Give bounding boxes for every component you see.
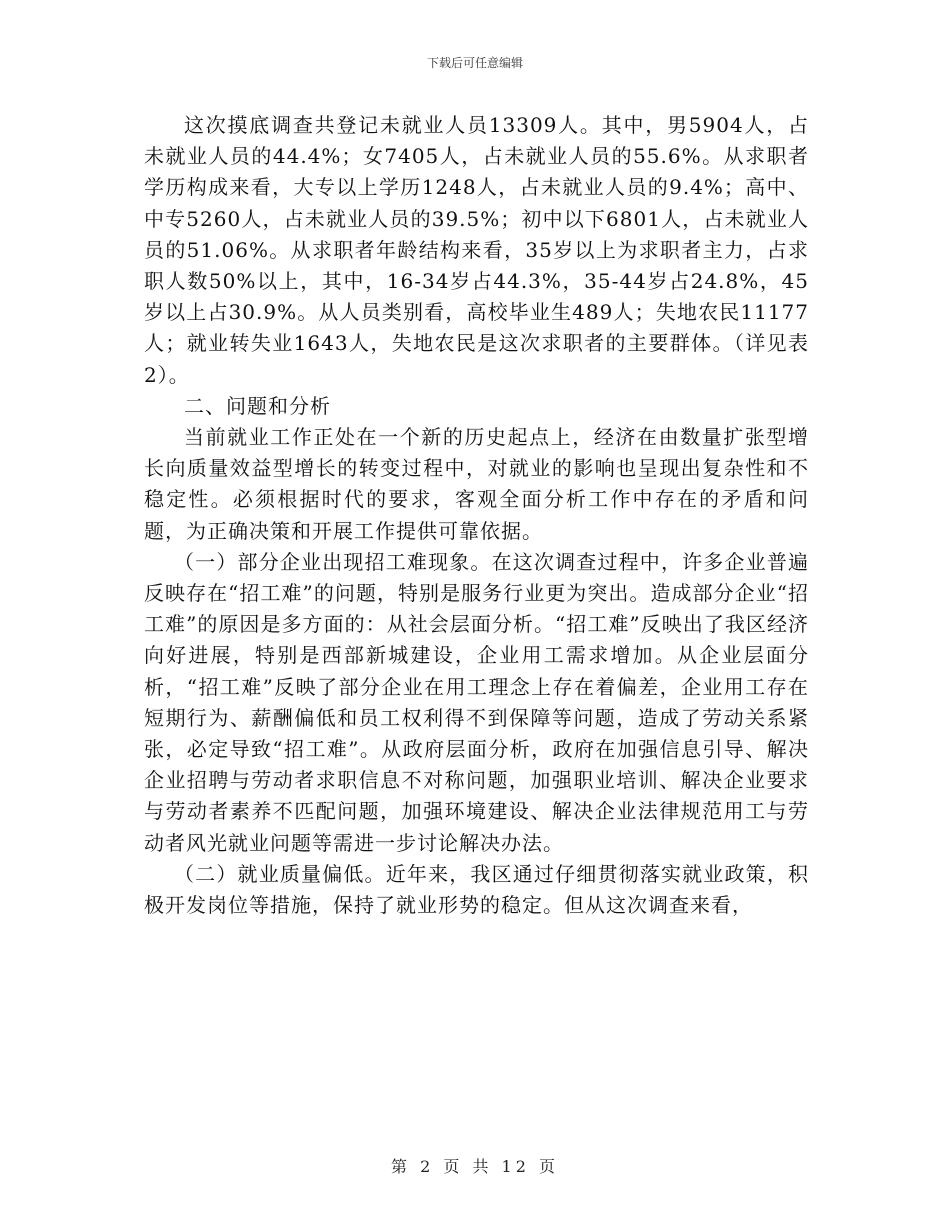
document-body [144, 110, 809, 921]
page-number-footer: 第 2 页 共 12 页 [391, 1157, 559, 1176]
page-header-note: 下载后可任意编辑 [426, 56, 523, 70]
section-heading-problems-analysis: 二、问题和分析 [184, 393, 331, 418]
paragraph-employment-quality: （二）就业质量偏低。近年来，我区通过仔细贯彻落实就业政策，积极开发岗位等措施，保持了就业形势的稳定。但从这次调查来看， [144, 861, 809, 918]
paragraph-current-employment: 当前就业工作正处在一个新的历史起点上，经济在由数量扩张型增长向质量效益型增长的转变过程中，对就业的影响也呈现出复杂性和不稳定性。必须根据时代的要求，客观全面分析工作中存在的矛盾和问题，为正确决策和开展工作提供可靠依据。 [144, 425, 809, 543]
paragraph-recruitment-difficulty: （一）部分企业出现招工难现象。在这次调查过程中，许多企业普遍反映存在“招工难”的问题，特别是服务行业更为突出。造成部分企业“招工难”的原因是多方面的：从社会层面分析。“招工难”反映出了我区经济向好进展，特别是西部新城建设，企业用工需求增加。从企业层面分析，“招工难”反映了部分企业在用工理念上存在着偏差，企业用工存在短期行为、薪酬偏低和员工权利得不到保障等问题，造成了劳动关系紧张，必定导致“招工难”。从政府层面分析，政府在加强信息引导、解决企业招聘与劳动者求职信息不对称问题，加强职业培训、解决企业要求与劳动者素养不匹配问题，加强环境建设、解决企业法律规范用工与劳动者风光就业问题等需进一步讨论解决办法。 [144, 549, 809, 855]
paragraph-survey-summary: 这次摸底调查共登记未就业人员13309人。其中，男5904人，占未就业人员的44.4%；女7405人，占未就业人员的55.6%。从求职者学历构成来看，大专以上学历1248人，占未就业人员的9.4%；高中、中专5260人，占未就业人员的39.5%；初中以下6801人，占未就业人员的51.06%。从求职者年龄结构来看，35岁以上为求职者主力，占求职人数50%以上，其中，16-34岁占44.3%，35-44岁占24.8%，45岁以上占30.9%。从人员类别看，高校毕业生489人；失地农民11177人；就业转失业1643人，失地农民是这次求职者的主要群体。（详见表2）。 [144, 113, 809, 387]
